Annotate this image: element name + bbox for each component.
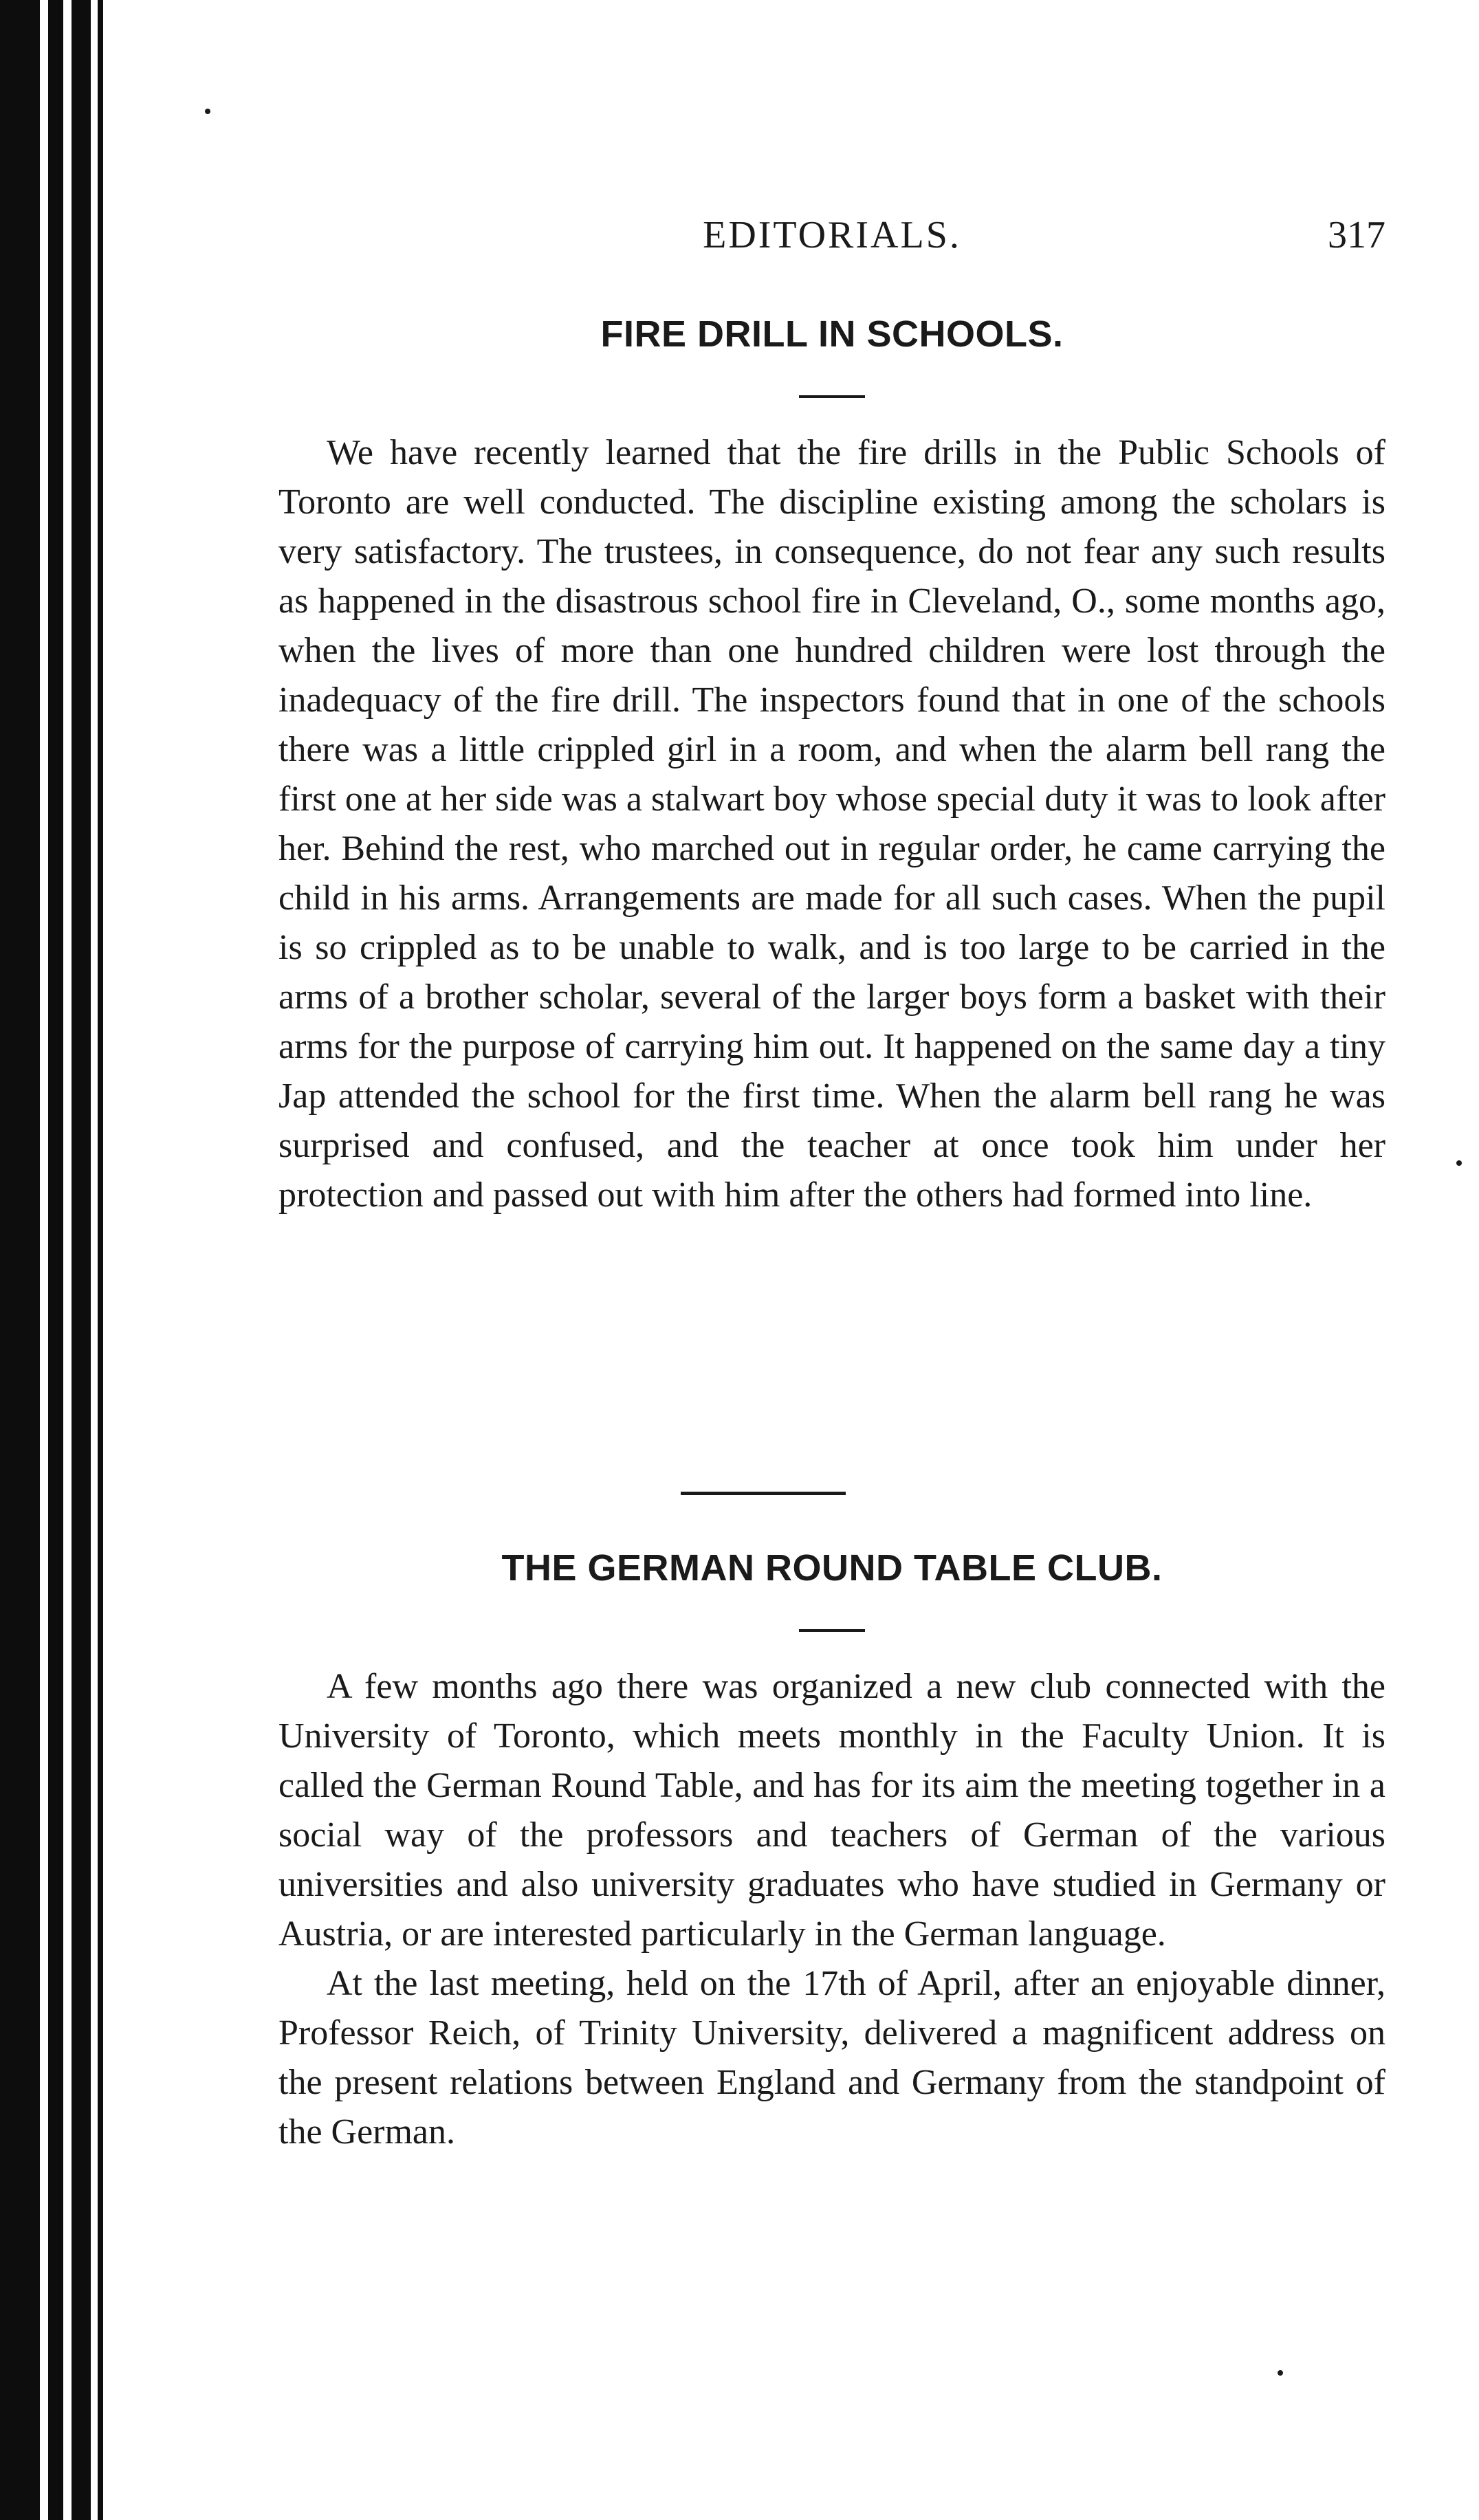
print-speck [205,109,210,114]
page-number: 317 [1328,214,1385,256]
article-paragraph: We have recently learned that the fire drills in the Public Schools of Toronto are well conducted. The discipline existing among the scholars is very satisfactory. The trustees, in consequence, do not fear any such results as happened in the disastrous school fire in Cleveland, O., some months ago, when the lives of more than one hundred children were lost through the inadequacy of the fire drill. The inspectors found that in one of the schools there was a little crippled girl in a room, and when the alarm bell rang the first one at her side was a stalwart boy whose special duty it was to look after her. Behind the rest, who marched out in regular order, he came carrying the child in his arms. Arrangements are made for all such cases. When the pupil is so crippled as to be unable to walk, and is too large to be carried in the arms of a brother scholar, several of the larger boys form a basket with their arms for the purpose of carrying him out. It happened on the same day a tiny Jap attended the school for the first time. When the alarm bell rang he was surprised and confused, and the teacher at once took him under her protection and passed out with him after the others had formed into line. [278,433,1385,1215]
article-german-round-table [278,1547,1385,2157]
section-divider [681,1492,846,1495]
article-title: THE GERMAN ROUND TABLE CLUB. [501,1547,1163,1589]
article-title: FIRE DRILL IN SCHOOLS. [600,313,1064,355]
page-binding-edge [0,0,117,2520]
page-header [278,213,1385,275]
title-rule [799,1629,865,1632]
print-speck [1278,2370,1283,2376]
article-fire-drill [278,313,1385,1220]
title-rule [799,395,865,398]
print-speck [1456,1160,1462,1166]
article-paragraph: A few months ago there was organized a new club connected with the University of Toronto, which meets monthly in the Faculty Union. It is called the German Round Table, and has for its aim the meeting together in a social way of the professors and teachers of German of the various universities and also university graduates who have studied in Germany or Austria, or are interested particularly in the German language. [278,1667,1385,1954]
running-head: EDITORIALS. [703,214,961,256]
article-paragraph: At the last meeting, held on the 17th of April, after an enjoyable dinner, Professor Reich, of Trinity University, delivered a magnificent address on the present relations between England and Germany from the standpoint of the German. [278,1964,1385,2152]
